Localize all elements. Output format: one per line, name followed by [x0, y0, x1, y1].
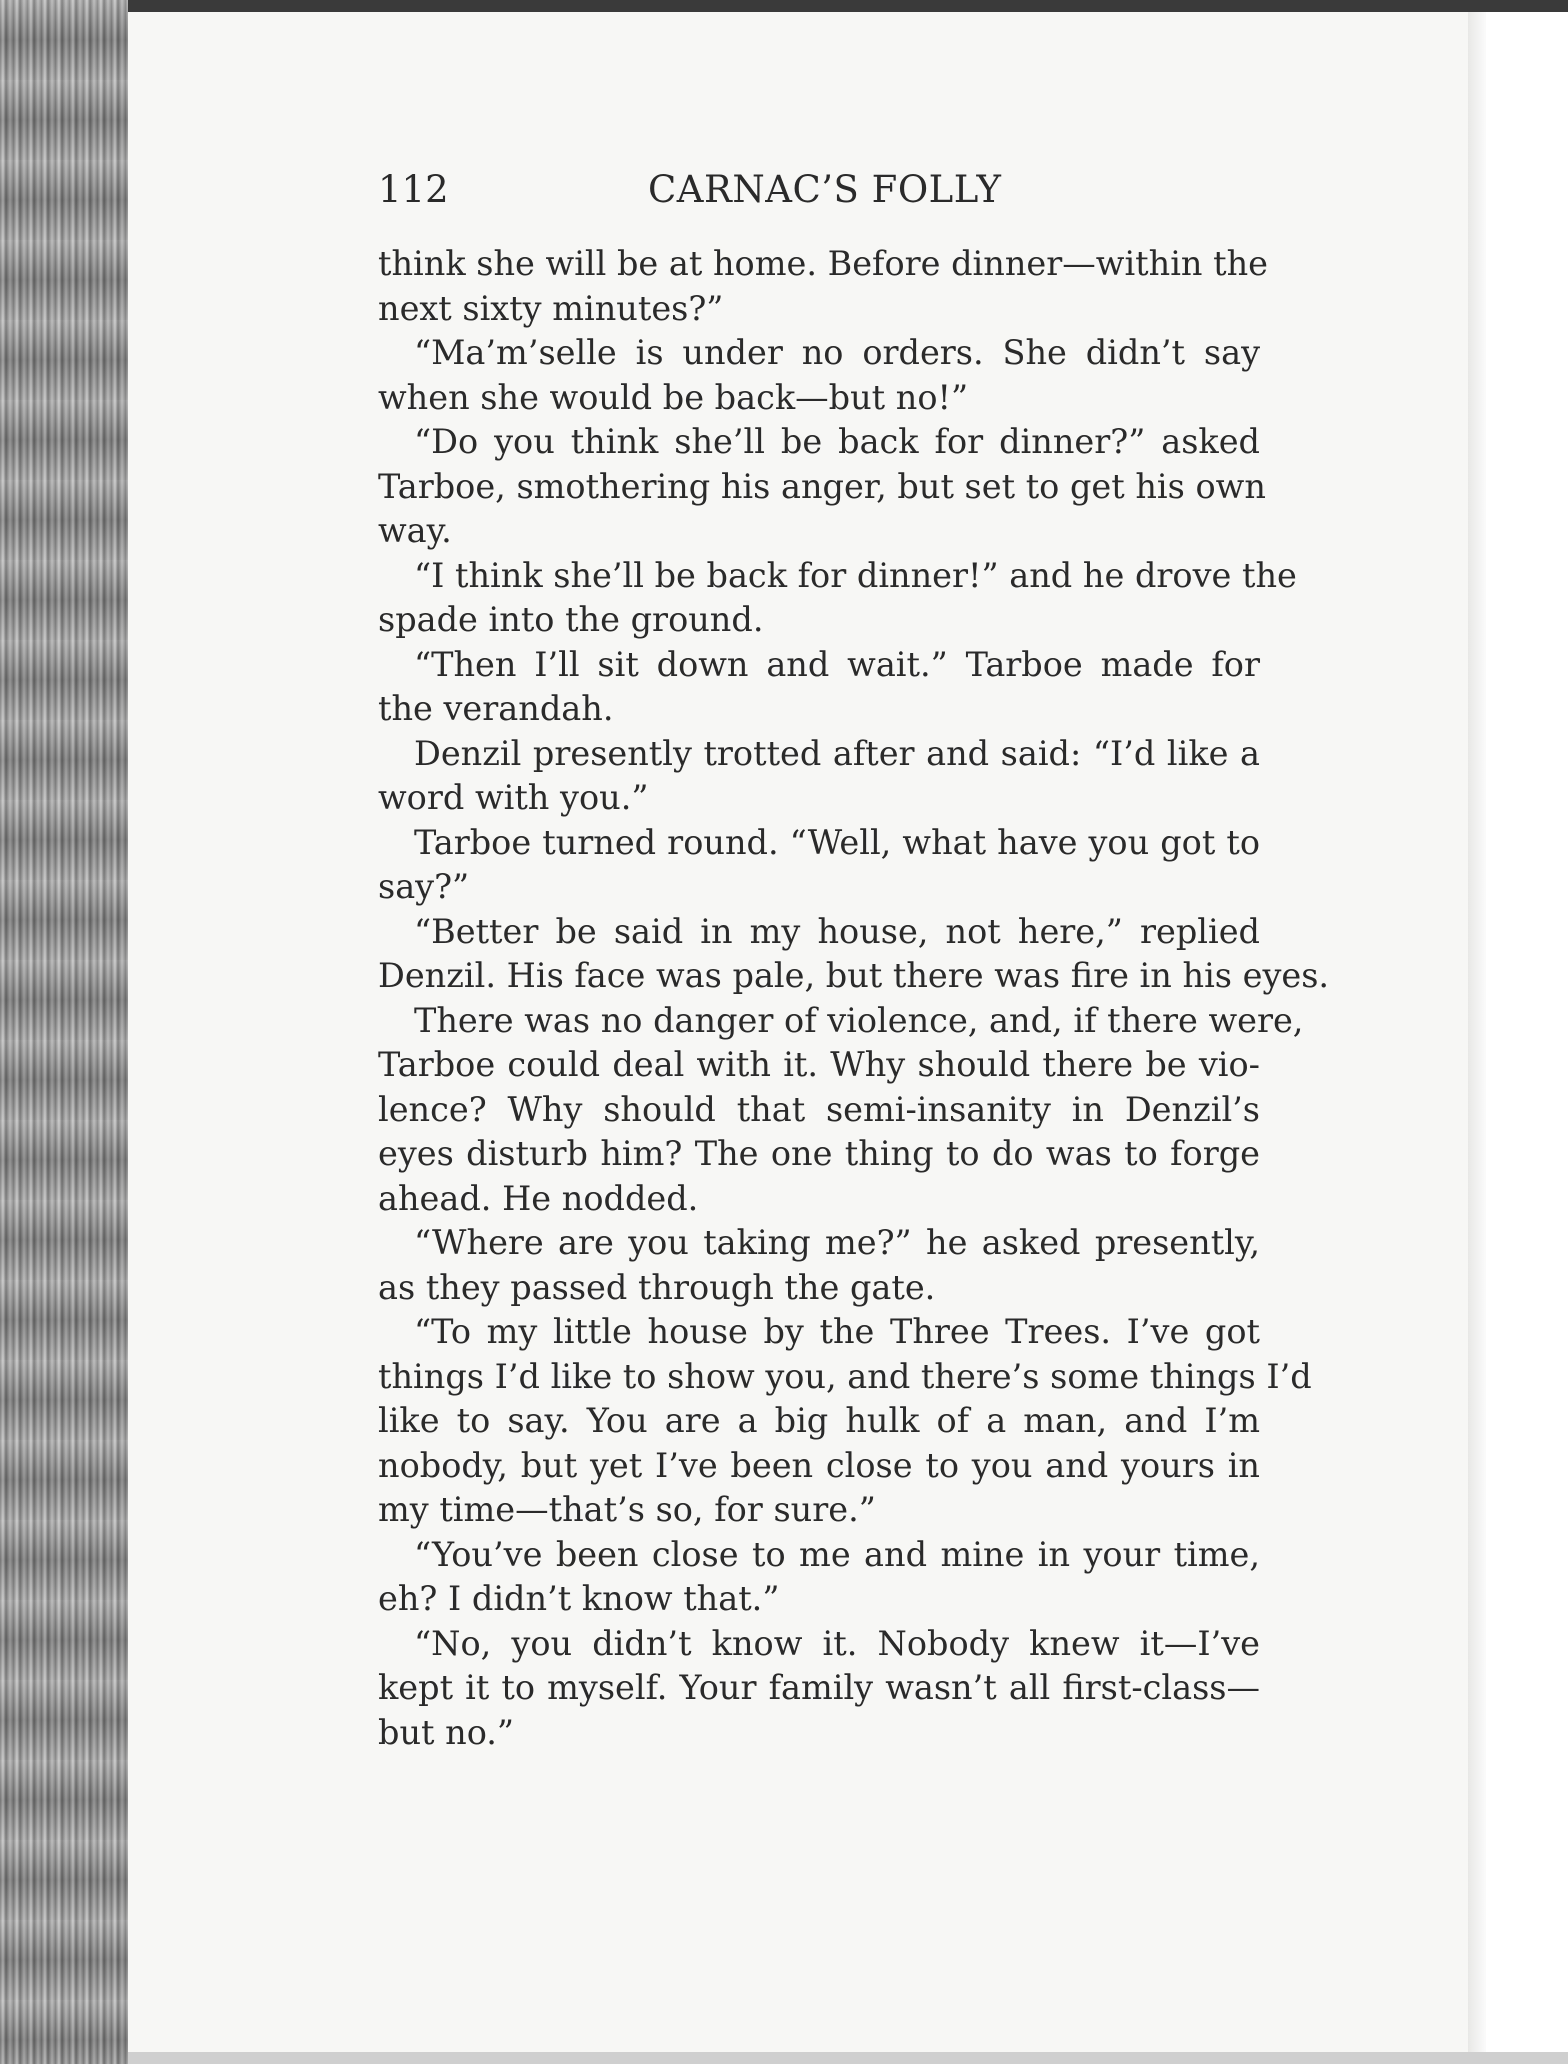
text-line: kept it to myself. Your family wasn’t all first-class—: [378, 1668, 1260, 1707]
text-line: Tarboe turned round. “Well, what have you got to: [414, 822, 1260, 862]
text-line: “Better be said in my house, not here,” replied: [414, 911, 1260, 951]
text-line: spade into the ground.: [378, 600, 764, 639]
text-line: think she will be at home. Before dinner—within the: [378, 244, 1268, 283]
book-page-edges: [0, 0, 128, 2064]
text-line: but no.”: [378, 1712, 515, 1752]
text-line: Tarboe could deal with it. Why should there be vio-: [378, 1045, 1260, 1084]
text-line: lence? Why should that semi-insanity in Denzil’s: [378, 1089, 1260, 1129]
text-line: Tarboe, smothering his anger, but set to get his own: [378, 466, 1266, 506]
text-line: like to say. You are a big hulk of a man, and I’m: [378, 1401, 1260, 1440]
text-line: Denzil presently trotted after and said: “I’d like a: [414, 733, 1260, 773]
text-line: “Where are you taking me?” he asked presently,: [414, 1223, 1260, 1262]
running-title: CARNAC’S FOLLY: [648, 168, 1002, 211]
text-line: There was no danger of violence, and, if there were,: [414, 1000, 1304, 1040]
text-line: things I’d like to show you, and there’s some things I’d: [378, 1356, 1312, 1396]
text-line: way.: [378, 511, 452, 550]
text-line: “No, you didn’t know it. Nobody knew it—I’ve: [414, 1623, 1260, 1663]
text-line: “I think she’ll be back for dinner!” and he drove the: [414, 555, 1297, 595]
text-line: “To my little house by the Three Trees. I’ve got: [414, 1312, 1260, 1351]
page-number: 112: [378, 168, 449, 211]
page-header: [378, 168, 1260, 212]
text-line: word with you.”: [378, 778, 649, 817]
text-line: “Do you think she’ll be back for dinner?” asked: [414, 422, 1260, 461]
text-line: “Then I’ll sit down and wait.” Tarboe made for: [414, 644, 1260, 684]
text-line: as they passed through the gate.: [378, 1267, 936, 1307]
text-line: my time—that’s so, for sure.”: [378, 1490, 876, 1529]
text-line: next sixty minutes?”: [378, 288, 724, 328]
page-gutter-shadow: [1468, 12, 1486, 2052]
page-body: [378, 242, 1330, 1755]
text-line: nobody, but yet I’ve been close to you and yours in: [378, 1445, 1260, 1485]
text-line: when she would be back—but no!”: [378, 377, 969, 417]
text-line: say?”: [378, 867, 470, 906]
text-line: eyes disturb him? The one thing to do was to forge: [378, 1134, 1260, 1173]
scanner-top-edge: [0, 0, 1568, 12]
text-line: “You’ve been close to me and mine in your time,: [414, 1534, 1260, 1574]
text-line: eh? I didn’t know that.”: [378, 1579, 780, 1618]
text-line: the verandah.: [378, 689, 614, 728]
text-line: ahead. He nodded.: [378, 1178, 699, 1218]
text-line: Denzil. His face was pale, but there was fire in his eyes.: [378, 956, 1330, 995]
text-line: “Ma’m’selle is under no orders. She didn’t say: [414, 333, 1260, 372]
facing-page-margin: [1486, 12, 1568, 2052]
